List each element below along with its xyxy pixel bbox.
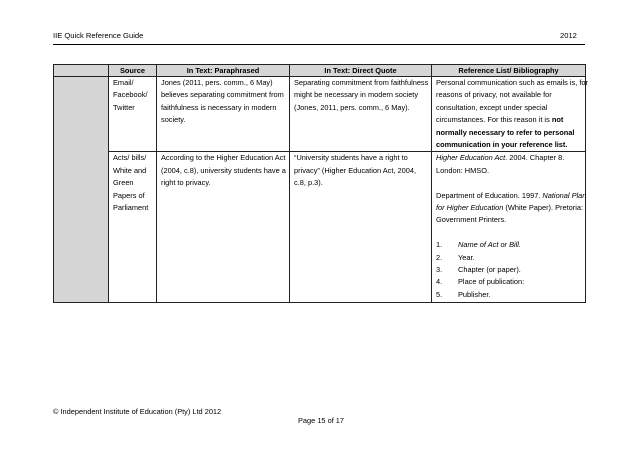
reference-emphasis-line: communication in your reference list. <box>436 140 568 150</box>
cell-direct-quote <box>290 77 432 152</box>
list-number: 2. <box>436 252 443 262</box>
reference-line <box>436 152 581 164</box>
source-line: Parliament <box>113 203 149 213</box>
header-divider <box>53 44 585 45</box>
source-line: Green <box>113 178 134 188</box>
table-header-row <box>54 65 586 77</box>
list-text: Publisher. <box>458 289 491 299</box>
cell-paraphrased <box>157 77 290 152</box>
paraphrased-line: (2004, c.8), university students have a <box>161 165 286 175</box>
paraphrased-line: society. <box>161 115 186 125</box>
source-line: Facebook/ <box>113 90 148 100</box>
footer-copyright: © Independent Institute of Education (Pty) Ltd 2012 <box>53 407 222 416</box>
paraphrased-line: Jones (2011, pers. comm., 6 May) <box>161 78 273 87</box>
list-text: Place of publication: <box>458 277 525 287</box>
paraphrased-line: right to privacy. <box>161 178 211 188</box>
quote-line: privacy” (Higher Education Act, 2004, <box>294 165 417 175</box>
list-number: 5. <box>436 289 443 299</box>
list-item <box>436 289 581 301</box>
column-header-direct-quote: In Text: Direct Quote <box>290 65 432 77</box>
column-header-paraphrased: In Text: Paraphrased <box>157 65 290 77</box>
reference-emphasis: not <box>551 115 564 125</box>
list-number: 3. <box>436 265 443 275</box>
reference-emphasis-line: normally necessary to refer to personal <box>436 127 575 137</box>
spacer <box>436 177 581 189</box>
table-blank-cell <box>54 77 109 303</box>
cell-source <box>109 77 157 152</box>
source-line: Twitter <box>113 102 135 112</box>
cell-direct-quote <box>290 152 432 303</box>
paraphrased-line: believes separating commitment from <box>161 90 284 100</box>
paraphrased-line: faithfulness is necessary in modern <box>161 102 277 112</box>
list-text: Name of Act or Bill. <box>458 240 521 250</box>
quote-line: might be necessary in modern society <box>294 90 419 100</box>
header-title: IIE Quick Reference Guide <box>53 31 144 40</box>
reference-line: London: HMSO. <box>436 165 489 175</box>
quote-line: “University students have a right to <box>294 153 408 163</box>
reference-line: Government Printers. <box>436 215 507 225</box>
cell-source <box>109 152 157 303</box>
quote-line: Separating commitment from faithfulness <box>294 78 429 87</box>
source-line: White and <box>113 165 147 175</box>
reference-text: (White Paper). Pretoria: <box>503 203 584 213</box>
table-row <box>54 77 586 152</box>
list-item <box>436 252 581 264</box>
cell-reference <box>432 77 586 152</box>
list-number: 4. <box>436 277 443 287</box>
paraphrased-line: According to the Higher Education Act <box>161 153 286 163</box>
spacer <box>436 227 581 239</box>
quote-line: (Jones, 2011, pers. comm., 6 May). <box>294 102 410 112</box>
header-year: 2012 <box>560 31 577 40</box>
source-line: Acts/ bills/ <box>113 153 147 163</box>
list-text: Chapter (or paper). <box>458 265 521 275</box>
reference-title: National Plan <box>542 190 587 200</box>
reference-line: consultation, except under special <box>436 102 548 112</box>
source-line: Email/ <box>113 78 134 87</box>
reference-text: Department of Education. 1997. <box>436 190 543 200</box>
reference-text: . 2004. Chapter 8. <box>505 153 565 163</box>
column-header-source: Source <box>109 65 157 77</box>
column-header-reference-list: Reference List/ Bibliography <box>432 65 586 77</box>
quote-line: c.8, p.3). <box>294 178 323 188</box>
list-item <box>436 239 581 251</box>
list-number: 1. <box>436 240 443 250</box>
reference-line: Personal communication such as emails is, for <box>436 78 588 87</box>
reference-line <box>436 202 584 214</box>
reference-line: reasons of privacy, not available for <box>436 90 552 100</box>
cell-paraphrased <box>157 152 290 303</box>
page-number: Page 15 of 17 <box>298 416 345 425</box>
table-row <box>54 152 586 303</box>
source-line: Papers of <box>113 190 145 200</box>
reference-title: Higher Education Act <box>436 153 506 163</box>
reference-title: for Higher Education <box>436 203 504 213</box>
reference-line <box>436 190 587 202</box>
reference-line <box>436 114 581 126</box>
list-item <box>436 276 581 288</box>
list-item <box>436 264 581 276</box>
reference-table <box>53 64 586 303</box>
cell-reference <box>432 152 586 303</box>
table-header-blank <box>54 65 109 77</box>
list-text: Year. <box>458 252 475 262</box>
reference-text: circumstances. For this reason it is <box>436 115 552 125</box>
